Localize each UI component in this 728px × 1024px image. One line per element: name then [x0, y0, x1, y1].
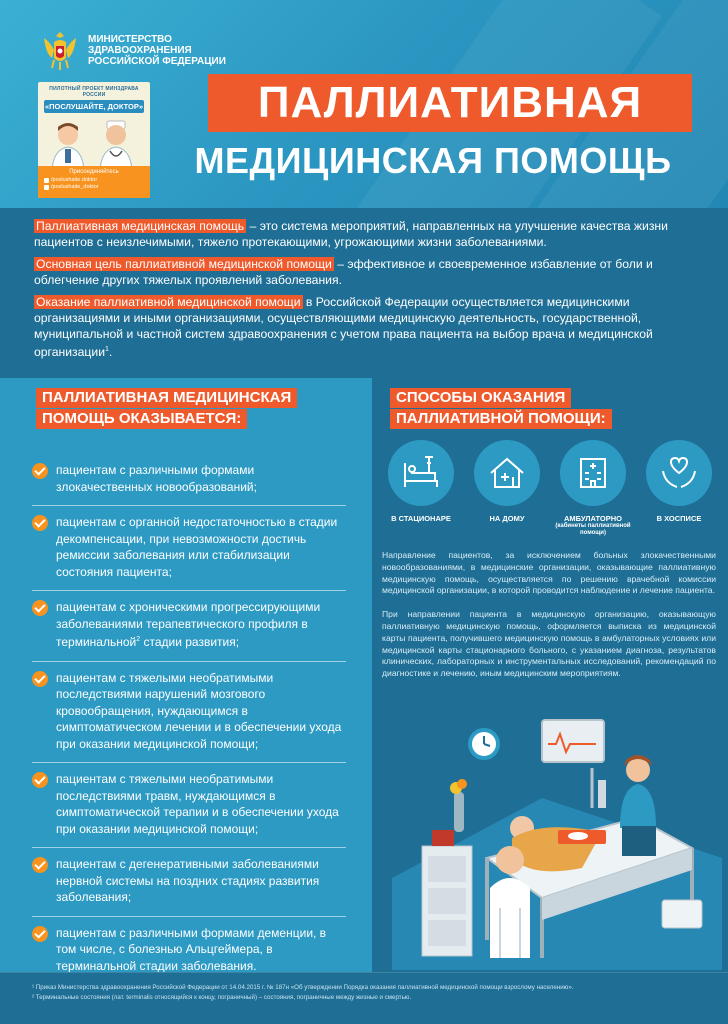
way-circle: [646, 440, 712, 506]
highlight: Основная цель паллиативной медицинской помощи: [36, 257, 332, 271]
recipients-heading: [36, 388, 297, 430]
heading-line: ПАЛЛИАТИВНОЙ ПОМОЩИ:: [390, 409, 612, 429]
doctor-figure-icon: [48, 119, 88, 169]
page-subtitle: МЕДИЦИНСКАЯ ПОМОЩЬ: [194, 140, 672, 181]
check-icon: [32, 671, 48, 687]
list-item: [32, 506, 346, 591]
intro-text: – это система мероприятий, направленных на улучшение качества жизни пациентов с неизлечимыми, тяжело протекающими, угрожающими жизни заболеваниями.: [34, 219, 668, 249]
social-icon: [44, 178, 49, 183]
list-item-text: [56, 599, 346, 651]
title-banner: [208, 74, 692, 132]
promo-caption: ПИЛОТНЫЙ ПРОЕКТ МИНЗДРАВА РОССИИ: [49, 86, 139, 98]
highlight: Паллиативная медицинская помощь: [36, 219, 245, 233]
recipients-list: [32, 454, 346, 984]
home-icon: [487, 453, 527, 493]
method-label: В СТАЦИОНАРЕ: [391, 514, 451, 523]
check-icon: [32, 772, 48, 788]
list-item-text: пациентам с дегенеративными заболеваниями нервной системы на поздних стадиях развития заболевания;: [56, 857, 320, 904]
footnote-ref: 1: [105, 346, 109, 353]
check-icon: [32, 857, 48, 873]
way-circle: [474, 440, 540, 506]
intro-text: – эффективное и своевременное избавление от боли и облегчение других тяжелых проявлений заболевания.: [34, 257, 653, 287]
header: [0, 0, 728, 208]
promo-title: «ПОСЛУШАЙТЕ, ДОКТОР»: [45, 102, 143, 111]
list-item-text: пациентам с тяжелыми необратимыми последствиями травм, нуждающимся в симптоматической терапии и в обеспечении ухода при оказании медицинской помощи;: [56, 772, 339, 836]
promo-link-vk[interactable]: [44, 177, 144, 184]
promo-link-text: /poslushaite_doktor: [51, 184, 99, 190]
clinic-building-icon: [573, 453, 613, 493]
ministry-line: РОССИЙСКОЙ ФЕДЕРАЦИИ: [88, 55, 226, 67]
recipients-section: [0, 378, 372, 972]
way-circle: [560, 440, 626, 506]
heart-hands-icon: [659, 453, 699, 493]
ministry-name: [88, 34, 226, 67]
methods-heading: [390, 388, 612, 430]
list-item: [32, 454, 346, 506]
way-circle: [388, 440, 454, 506]
social-icon: [44, 185, 49, 190]
method-label: В ХОСПИСЕ: [656, 514, 702, 523]
list-item-part: стадии развития;: [140, 635, 240, 649]
footnote: ² Терминальные состояния (лат. terminalis относящийся к концу, пограничный) – состояния, пограничные между жизнью и смертью.: [32, 994, 412, 1001]
description-paragraph: Направление пациентов, за исключением больных злокачественными новообразованиями, в медицинские организации, оказывающие паллиативную медицинскую помощь, осуществляется по решению врачебной комиссии медицинской организации, в которой проводится наблюдение и лечение пациента.: [382, 550, 716, 596]
method-hospice: [636, 440, 722, 537]
footnote-ref: 2: [136, 636, 141, 643]
promo-join: Присоединяйтесь: [69, 169, 119, 175]
list-item: [32, 591, 346, 662]
list-item-text: пациентам с органной недостаточностью в стадии декомпенсации, при невозможности достичь ремиссии заболевания или стабилизации состояния пациента;: [56, 515, 338, 579]
method-note: (кабинеты паллиативной помощи): [555, 523, 631, 536]
page-title: ПАЛЛИАТИВНАЯ: [257, 78, 643, 127]
method-hospital: [378, 440, 464, 537]
heading-line: СПОСОБЫ ОКАЗАНИЯ: [390, 388, 571, 408]
methods-section: [372, 378, 728, 972]
method-label: АМБУЛАТОРНО: [563, 514, 623, 523]
method-outpatient: [550, 440, 636, 537]
hospital-bed-icon: [401, 453, 441, 493]
intro-text: .: [108, 345, 113, 360]
list-item-text: пациентам с различными формами деменции, в том числе, с болезнью Альцгеймера, в терминальной стадии заболевания.: [56, 925, 327, 973]
highlight: Оказание паллиативной медицинской помощи: [36, 295, 301, 309]
promo-doctors-illustration: [38, 113, 150, 169]
list-item-part: пациентам с хроническими прогрессирующими заболеваниями терапевтического профиля в терминальной: [56, 600, 321, 649]
ministry-line: ЗДРАВООХРАНЕНИЯ: [88, 44, 192, 56]
heading-line: ПОМОЩЬ ОКАЗЫВАЕТСЯ:: [36, 409, 247, 429]
description-paragraph: При направлении пациента в медицинскую организацию, оказывающую паллиативную медицинскую помощь, оформляется выписка из медицинской карты пациента, получившего медицинскую помощь в амбулаторных условиях или медицинской карты стационарного больного, с указанием диагноза, результатов клинических, лабораторных и инструментальных исследований, рекомендаций по диагностике и лечению, иным медицинским мероприятиям.: [382, 609, 716, 679]
intro-paragraph: [34, 256, 702, 288]
ministry-logo: [40, 28, 226, 72]
intro-text: в Российской Федерации осуществляется медицинскими организациями и иными организациями, осуществляющими медицинскую деятельность, государственной, муниципальной и частной систем здравоохранения с учетом права пациента на выбор врача и медицинской организации: [34, 295, 653, 360]
list-item: [32, 662, 346, 764]
list-item: [32, 763, 346, 848]
list-item-text: пациентам с тяжелыми необратимыми последствиями нарушений мозгового кровообращения, нуждающимся в симптоматическом лечении и в обеспечении ухода при оказании медицинской помощи;: [56, 670, 342, 751]
ministry-line: МИНИСТЕРСТВО: [88, 33, 172, 45]
method-home: [464, 440, 550, 537]
promo-link-text: /poslushaite.doktor: [51, 177, 98, 183]
promo-footer: [38, 166, 150, 198]
footnotes: [0, 972, 728, 1024]
heading-line: ПАЛЛИАТИВНАЯ МЕДИЦИНСКАЯ: [36, 388, 297, 408]
doctor-figure-icon: [96, 119, 136, 169]
check-icon: [32, 926, 48, 942]
intro-paragraph: [34, 218, 702, 250]
check-icon: [32, 600, 48, 616]
methods-description: [382, 550, 716, 692]
eagle-emblem-icon: [40, 28, 80, 72]
intro-section: [0, 208, 728, 378]
check-icon: [32, 515, 48, 531]
method-label: НА ДОМУ: [489, 514, 525, 523]
methods-icons: [378, 440, 722, 537]
check-icon: [32, 463, 48, 479]
list-item-text: пациентам с различными формами злокачественных новообразований;: [56, 463, 257, 494]
list-item: [32, 848, 346, 917]
promo-card[interactable]: [38, 82, 150, 198]
footnote: ¹ Приказ Министерства здравоохранения Российской Федерации от 14.04.2015 г. № 187н «Об утверждении Порядка оказания паллиативной медицинской помощи взрослому населению».: [32, 984, 574, 991]
promo-link-instagram[interactable]: [44, 184, 144, 191]
hospital-room-illustration: [392, 708, 722, 970]
intro-paragraph: [34, 294, 702, 360]
